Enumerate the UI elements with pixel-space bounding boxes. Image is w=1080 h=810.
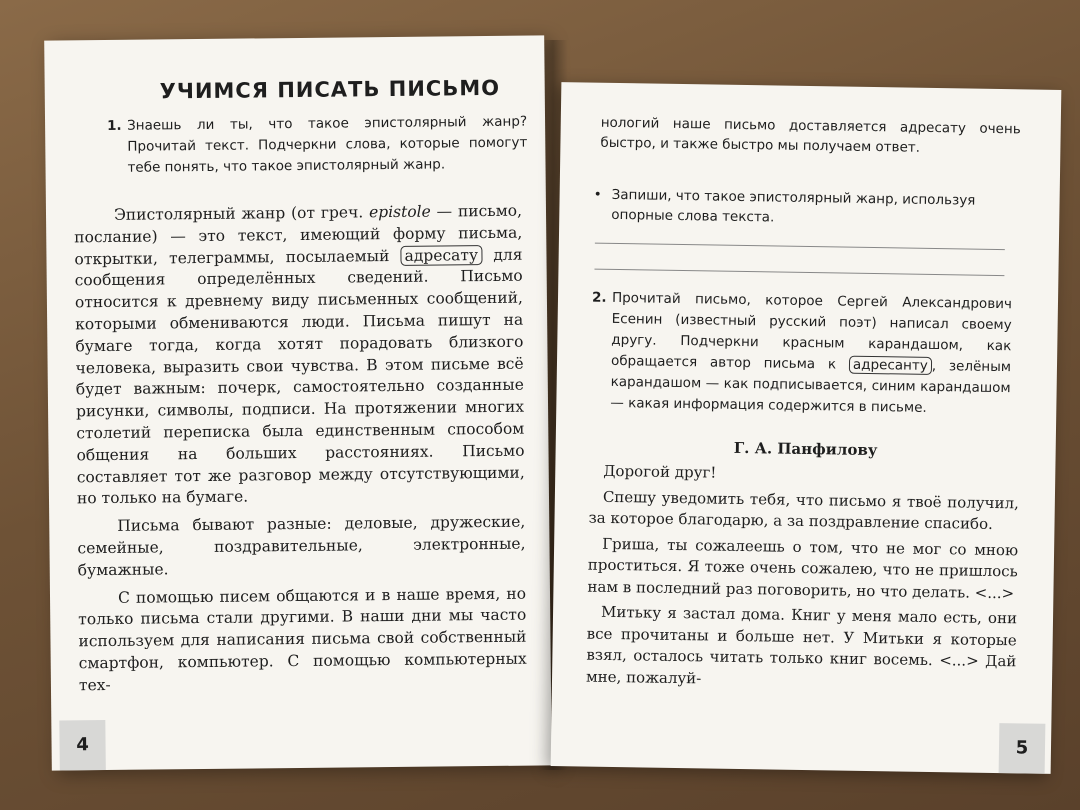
continuation-text: нологий наше письмо доставляется адресату очень быстро, и также быстро мы получаем ответ. <box>600 114 1021 156</box>
left-page <box>44 35 552 770</box>
paragraph-3: С помощью писем общаются и в наше время, но только письма стали другими. В наши дни мы часто используем для написания письма свой собственный смартфон, компьютер. С помощью компьютерных тех- <box>78 584 527 695</box>
task-1 <box>107 112 528 179</box>
letter-body <box>586 461 1020 699</box>
task-2-number: 2. <box>591 289 607 306</box>
letter-heading: Г. А. Панфилову <box>733 438 878 460</box>
task-2 <box>590 288 1012 421</box>
paragraph-1-middle: — письмо, послание) — это текст, имеющий форму письма, открытки, телеграммы, посылаемый <box>74 201 523 268</box>
answer-line[interactable] <box>594 269 1004 276</box>
right-page <box>551 82 1062 774</box>
letter-paragraph: Спешу уведомить тебя, что письмо я твоё получил, за которое благодарю, а за поздравление спасибо. <box>588 487 1019 533</box>
boxed-word-adresantu: адресанту <box>849 356 932 375</box>
task-2-text-end: , зелёным карандашом — как подписывается, синим карандашом — какая информация содержится в письме. <box>610 357 1012 416</box>
task-1-number: 1. <box>107 117 122 134</box>
bullet-dot: • <box>593 186 602 203</box>
task-1-text: Знаешь ли ты, что такое эпистолярный жанр? Прочитай текст. Подчеркни слова, которые помогут тебе понять, что такое эпистолярный жанр. <box>127 113 528 176</box>
task-2-text <box>610 288 1012 420</box>
paragraph-1 <box>74 201 525 511</box>
letter-paragraph: Гриша, ты сожалеешь о том, что не мог со мною проститься. Я тоже очень сожалею, что не пришлось нам в последний раз поговорить, но что делать. <...> <box>587 534 1019 602</box>
letter-paragraph: Дорогой друг! <box>603 461 717 482</box>
left-body-text <box>74 201 527 703</box>
boxed-word-adresatu: адресату <box>400 245 482 266</box>
bullet-task <box>593 185 1004 231</box>
paragraph-2: Письма бывают разные: деловые, дружеские, семейные, поздравительные, электронные, бумажные. <box>77 512 526 580</box>
page-number-right: 5 <box>999 723 1046 774</box>
page-title: УЧИМСЯ ПИСАТЬ ПИСЬМО <box>159 75 501 104</box>
paragraph-1-start: Эпистолярный жанр (от греч. <box>113 203 370 224</box>
page-number-left: 4 <box>59 720 106 770</box>
answer-line[interactable] <box>595 243 1005 250</box>
greek-term: epistole <box>368 202 431 222</box>
bullet-text: Запиши, что такое эпистолярный жанр, используя опорные слова текста. <box>611 186 976 226</box>
paragraph-1-end: для сообщения определённых сведений. Письмо относится к древнему виду письменных сообщений, которыми обмениваются люди. Письма пишут на бумаге тогда, когда хотят порадовать близкого человека, выразить свои чувства. В этом письме всё будет важным: почерк, самостоятельно созданные рисунки, символы, подписи. На протяжении многих столетий переписка была единственным способом общения на больших расстояниях. Письмо составляет тот же разговор между отсутствующими, но только на бумаге. <box>74 245 525 508</box>
task-2-text-start: Прочитай письмо, которое Сергей Александрович Есенин (известный русский поэт) написал своему другу. Подчеркни красным карандашом, как обращается автор письма к <box>610 289 1013 373</box>
letter-paragraph: Митьку я застал дома. Книг у меня мало есть, они все прочитаны и больше нет. У Митьки я которые взял, осталось читать только книг восемь. <...> Дай мне, пожалуй- <box>585 602 1018 687</box>
